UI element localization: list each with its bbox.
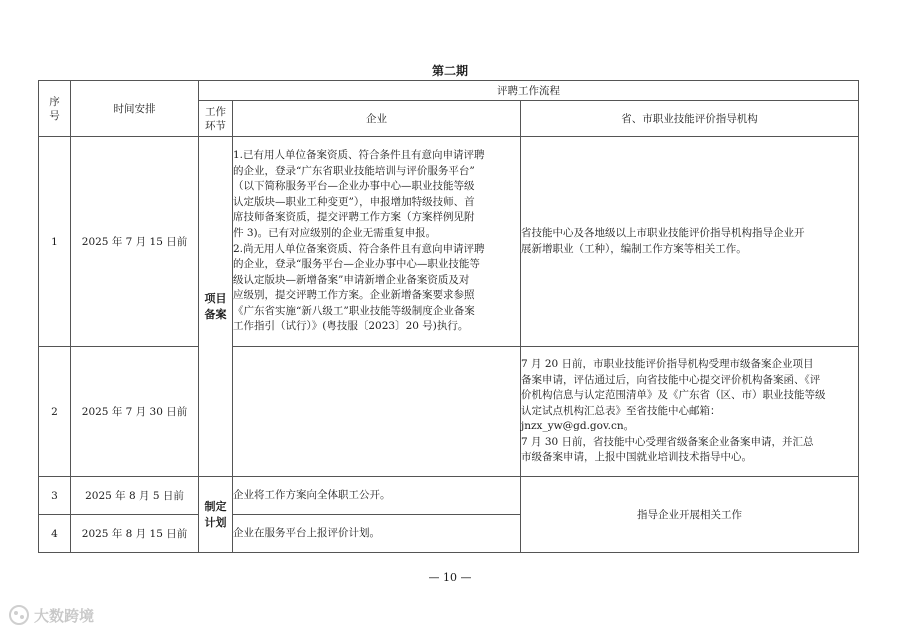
org-line: 认定试点机构汇总表》至省技能中心邮箱：	[521, 404, 721, 417]
row-seq: 1	[39, 137, 71, 347]
table-row	[39, 137, 859, 347]
row-seq: 4	[39, 515, 71, 553]
enterprise-line: 1.已有用人单位备案资质、符合条件且有意向申请评聘	[233, 148, 485, 161]
table-row	[39, 477, 859, 515]
enterprise-line: 席技师备案资质，提交评聘工作方案（方案样例见附	[233, 211, 475, 224]
watermark-logo-icon	[8, 604, 30, 626]
row-seq: 3	[39, 477, 71, 515]
org-line: 省技能中心及各地级以上市职业技能评价指导机构指导企业开	[521, 226, 805, 239]
watermark	[8, 604, 94, 626]
header-stage: 工作环节	[199, 101, 233, 137]
enterprise-line: （以下简称服务平台—企业办事中心—职业技能等级	[233, 180, 475, 193]
enterprise-cell: 企业将工作方案向全体职工公开。	[233, 477, 521, 515]
header-process: 评聘工作流程	[199, 81, 859, 101]
org-line: 市级备案申请，上报中国就业培训技术指导中心。	[521, 451, 752, 464]
header-enterprise: 企业	[233, 101, 521, 137]
enterprise-line: 的企业，登录“服务平台—企业办事中心—职业技能等	[233, 258, 480, 271]
enterprise-line: 级认定版块—新增备案”申请新增企业备案资质及对	[233, 273, 470, 286]
org-line: jnzx_yw@gd.gov.cn。	[521, 420, 635, 433]
watermark-text: 大数跨境	[34, 606, 95, 625]
row-date: 2025 年 8 月 5 日前	[71, 477, 199, 515]
enterprise-line: 《广东省实施“新八级工”职业技能等级制度企业备案	[233, 304, 475, 317]
stage-filing: 项目备案	[204, 291, 227, 321]
org-line: 备案申请，评估通过后，向省技能中心提交评价机构备案函、《评	[521, 373, 821, 386]
enterprise-line: 应级别，提交评聘工作方案。企业新增备案要求参照	[233, 289, 475, 302]
org-line: 7 月 30 日前，省技能中心受理省级备案企业备案申请，并汇总	[521, 435, 814, 448]
enterprise-line: 件 3)。已有对应级别的企业无需重复申报。	[233, 226, 437, 239]
org-cell	[521, 347, 859, 477]
enterprise-cell	[233, 137, 521, 347]
enterprise-line: 工作指引（试行）》(粤技服〔2023〕20 号)执行。	[233, 320, 469, 333]
enterprise-line: 认定版块—职业工种变更”），申报增加特级技师、首	[233, 195, 475, 208]
header-seq: 序号	[39, 81, 71, 137]
row-date: 2025 年 7 月 15 日前	[71, 137, 199, 347]
page-number: — 10 —	[428, 571, 472, 584]
header-row-1	[39, 81, 859, 101]
enterprise-line: 的企业，登录“广东省职业技能培训与评价服务平台”	[233, 164, 475, 177]
header-org: 省、市职业技能评价指导机构	[521, 101, 859, 137]
org-cell	[521, 137, 859, 347]
phase-title: 第二期	[431, 64, 468, 78]
row-date: 2025 年 7 月 30 日前	[71, 347, 199, 477]
stage-planning: 制定计划	[204, 499, 227, 529]
row-seq: 2	[39, 347, 71, 477]
enterprise-line: 2.尚无用人单位备案资质、符合条件且有意向申请评聘	[233, 242, 485, 255]
enterprise-cell-empty	[233, 347, 521, 477]
org-line: 展新增职业（工种），编制工作方案等相关工作。	[521, 242, 747, 255]
org-line: 价机构信息与认定范围清单》及《广东省（区、市）职业技能等级	[521, 389, 826, 402]
table-row	[39, 347, 859, 477]
stage-filing-cell	[199, 137, 233, 477]
stage-planning-cell	[199, 477, 233, 553]
enterprise-cell: 企业在服务平台上报评价计划。	[233, 515, 521, 553]
row-date: 2025 年 8 月 15 日前	[71, 515, 199, 553]
org-merged-cell: 指导企业开展相关工作	[521, 477, 859, 553]
workflow-table	[38, 80, 859, 553]
org-line: 7 月 20 日前，市职业技能评价指导机构受理市级备案企业项目	[521, 357, 814, 370]
header-schedule: 时间安排	[71, 81, 199, 137]
